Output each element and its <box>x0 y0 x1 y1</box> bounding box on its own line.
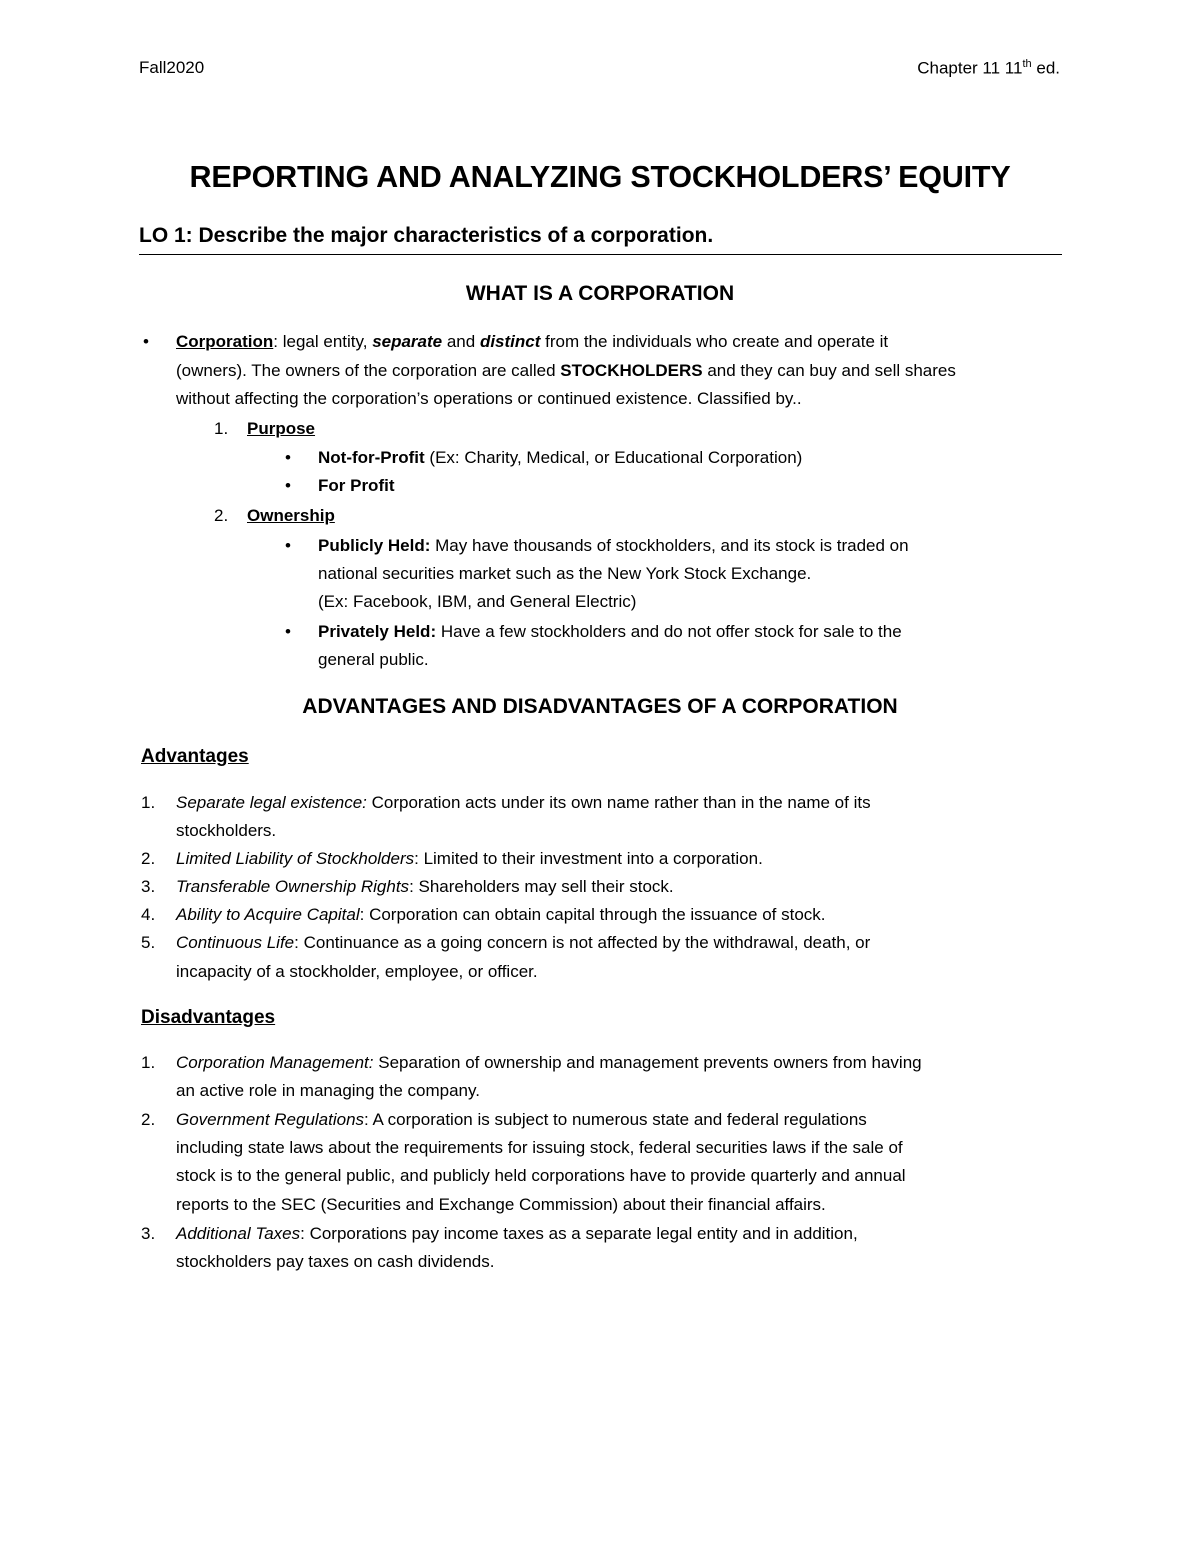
advantage-4-text: : Corporation can obtain capital through the issuance of stock. <box>359 905 826 924</box>
corporation-term: Corporation <box>176 332 274 351</box>
advantage-1-term: Separate legal existence: <box>176 793 367 812</box>
disadvantage-2-line-1 <box>176 1110 867 1130</box>
advantage-3-line <box>176 877 674 897</box>
not-for-profit-term: Not-for-Profit <box>318 448 425 467</box>
bullet-corporation: • <box>143 332 149 351</box>
header-right-prefix: Chapter 11 11 <box>917 58 1023 78</box>
separate-term: separate <box>372 332 443 351</box>
for-profit-term: For Profit <box>318 476 395 495</box>
section-heading-what-is-corporation: WHAT IS A CORPORATION <box>465 282 735 305</box>
ownership-label-text: Ownership <box>247 506 335 525</box>
privately-held-text-1: Have a few stockholders and do not offer stock for sale to the <box>436 622 902 641</box>
bullet-privately-held: • <box>285 622 291 641</box>
page-title: REPORTING AND ANALYZING STOCKHOLDERS’ EQUITY <box>189 160 1011 194</box>
disadvantage-2-text: : A corporation is subject to numerous state and federal regulations <box>364 1110 867 1129</box>
disadvantage-2-line-3: stock is to the general public, and publicly held corporations have to provide quarterly and annual <box>176 1166 906 1185</box>
advantage-5-line-2: incapacity of a stockholder, employee, or officer. <box>176 962 538 981</box>
disadvantage-3-line-2: stockholders pay taxes on cash dividends. <box>176 1252 495 1271</box>
disadvantage-2-line-2: including state laws about the requirements for issuing stock, federal securities laws if the sale of <box>176 1138 903 1157</box>
corporation-line-3: without affecting the corporation’s operations or continued existence. Classified by.. <box>176 389 802 408</box>
not-for-profit-item <box>318 448 802 468</box>
privately-held-term: Privately Held: <box>318 622 437 641</box>
bullet-publicly-held: • <box>285 536 291 555</box>
corporation-line-2a: (owners). The owners of the corporation are called <box>176 361 561 380</box>
privately-held-line-2: general public. <box>318 650 429 669</box>
disadvantage-1-line-1 <box>176 1053 922 1073</box>
disadvantage-2-term: Government Regulations <box>176 1110 365 1129</box>
purpose-label <box>247 419 315 439</box>
advantage-4-term: Ability to Acquire Capital <box>176 905 360 924</box>
advantage-4-number: 4. <box>141 905 156 924</box>
learning-objective-1: LO 1: Describe the major characteristics of a corporation. <box>139 224 1062 255</box>
disadvantage-1-text: Separation of ownership and management prevents owners from having <box>373 1053 922 1072</box>
header-left: Fall2020 <box>139 58 205 77</box>
for-profit-item <box>318 476 395 496</box>
bullet-for-profit: • <box>285 476 291 495</box>
advantage-4-line <box>176 905 826 925</box>
privately-held-line-1 <box>318 622 902 642</box>
advantage-1-line-1 <box>176 793 871 813</box>
advantage-3-term: Transferable Ownership Rights <box>176 877 410 896</box>
disadvantage-2-line-4: reports to the SEC (Securities and Exchange Commission) about their financial affairs. <box>176 1195 826 1214</box>
advantage-3-number: 3. <box>141 877 156 896</box>
advantage-2-term: Limited Liability of Stockholders <box>176 849 415 868</box>
advantage-2-number: 2. <box>141 849 156 868</box>
disadvantage-1-term: Corporation Management: <box>176 1053 374 1072</box>
advantages-heading: Advantages <box>141 746 249 767</box>
bullet-not-for-profit: • <box>285 448 291 467</box>
disadvantages-heading: Disadvantages <box>141 1007 276 1028</box>
ownership-number: 2. <box>214 506 229 525</box>
disadvantage-1-line-2: an active role in managing the company. <box>176 1081 480 1100</box>
corporation-and: and <box>442 332 480 351</box>
advantage-2-line <box>176 849 763 869</box>
header-right-suffix: ed. <box>1031 58 1060 78</box>
publicly-held-term: Publicly Held: <box>318 536 431 555</box>
purpose-label-text: Purpose <box>247 419 316 438</box>
advantage-3-text: : Shareholders may sell their stock. <box>409 877 674 896</box>
header-right <box>917 58 1060 79</box>
disadvantage-3-number: 3. <box>141 1224 156 1243</box>
header-right-sup: th <box>1022 58 1032 70</box>
purpose-number: 1. <box>214 419 229 438</box>
publicly-held-text-1: May have thousands of stockholders, and its stock is traded on <box>430 536 909 555</box>
advantage-5-term: Continuous Life <box>176 933 295 952</box>
corporation-def-b: from the individuals who create and operate it <box>540 332 889 351</box>
advantage-1-line-2: stockholders. <box>176 821 277 840</box>
advantage-2-text: : Limited to their investment into a corporation. <box>414 849 763 868</box>
not-for-profit-text: (Ex: Charity, Medical, or Educational Corporation) <box>424 448 803 467</box>
corporation-line-1 <box>176 332 888 352</box>
disadvantage-3-term: Additional Taxes <box>176 1224 301 1243</box>
publicly-held-line-2: national securities market such as the New York Stock Exchange. <box>318 564 812 583</box>
disadvantage-3-line-1 <box>176 1224 858 1244</box>
advantage-5-text: : Continuance as a going concern is not affected by the withdrawal, death, or <box>294 933 871 952</box>
corporation-line-2 <box>176 361 956 381</box>
ownership-label <box>247 506 335 526</box>
stockholders-term: STOCKHOLDERS <box>560 361 703 380</box>
disadvantage-3-text: : Corporations pay income taxes as a separate legal entity and in addition, <box>300 1224 858 1243</box>
disadvantage-2-number: 2. <box>141 1110 156 1129</box>
distinct-term: distinct <box>479 332 541 351</box>
disadvantage-1-number: 1. <box>141 1053 156 1072</box>
publicly-held-line-3: (Ex: Facebook, IBM, and General Electric) <box>318 592 637 611</box>
advantage-5-line-1 <box>176 933 870 953</box>
section-heading-advantages-disadvantages: ADVANTAGES AND DISADVANTAGES OF A CORPORATION <box>302 695 898 718</box>
publicly-held-line-1 <box>318 536 909 556</box>
corporation-line-2b: and they can buy and sell shares <box>702 361 956 380</box>
advantage-1-number: 1. <box>141 793 156 812</box>
corporation-def-a: : legal entity, <box>273 332 373 351</box>
advantage-5-number: 5. <box>141 933 156 952</box>
advantage-1-text: Corporation acts under its own name rather than in the name of its <box>366 793 871 812</box>
